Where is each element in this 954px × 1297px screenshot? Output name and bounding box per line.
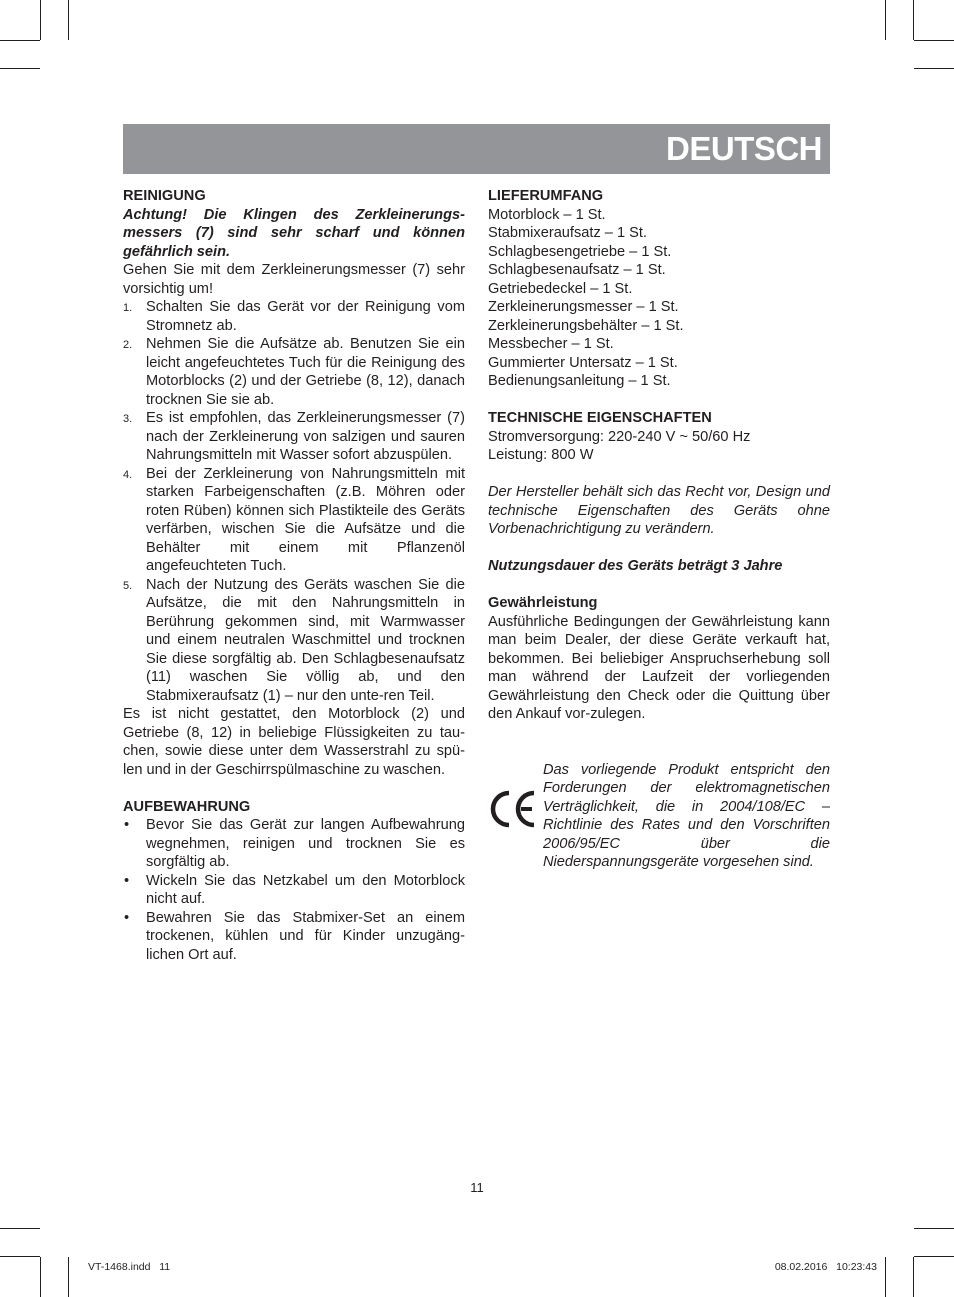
crop-mark	[40, 1257, 41, 1297]
crop-mark	[914, 1228, 954, 1229]
contents-item: Getriebedeckel – 1 St.	[488, 280, 633, 297]
page-number: 11	[470, 1180, 484, 1195]
gewaehrleistung-heading: Gewährleistung	[488, 595, 598, 611]
crop-mark	[0, 1256, 40, 1257]
storage-item-text: Wickeln Sie das Netzkabel um den Motorblock nicht auf.	[146, 872, 465, 907]
crop-mark	[914, 40, 954, 41]
blade-warning: Achtung! Die Klingen des Zerkleinerungs-messers (7) sind sehr scharf und können gefährlich sein.	[123, 206, 465, 260]
right-column	[488, 187, 830, 872]
lieferumfang-heading: LIEFERUMFANG	[488, 188, 604, 204]
step-text: Nehmen Sie die Aufsätze ab. Benutzen Sie ein leicht angefeuchtetes Tuch für die Reinigung des Motorblocks (2) und der Getriebe (8, 12), danach trocknen Sie sie ab.	[146, 336, 465, 408]
contents-item: Schlagbesengetriebe – 1 St.	[488, 243, 672, 260]
step-number: 4.	[123, 468, 133, 481]
reinigung-outro: Es ist nicht gestattet, den Motorblock (2) und Getriebe (8, 12) in beliebige Flüssigkeiten zu tau-chen, sowie diese unter dem Wasserstrahl zu spü-len und in der Geschirrspülmaschine zu waschen.	[123, 706, 465, 778]
ce-conformity-block	[488, 761, 830, 872]
contents-item: Messbecher – 1 St.	[488, 336, 614, 352]
cleaning-steps-list	[123, 298, 465, 705]
device-lifetime: Nutzungsdauer des Geräts beträgt 3 Jahre	[488, 558, 783, 574]
ce-mark-icon	[488, 789, 538, 829]
contents-item: Zerkleinerungsbehälter – 1 St.	[488, 317, 684, 334]
crop-mark	[914, 1256, 954, 1257]
language-title: DEUTSCH	[665, 130, 822, 167]
crop-mark	[913, 0, 914, 40]
storage-item	[123, 909, 465, 965]
crop-mark	[914, 68, 954, 69]
contents-item: Motorblock – 1 St.	[488, 206, 606, 223]
manufacturer-disclaimer: Der Hersteller behält sich das Recht vor, Design und technische Eigenschaften des Geräts ohne Vorbenachrichtigung zu verändern.	[488, 484, 830, 537]
print-timestamp: 08.02.2016 10:23:43	[774, 1261, 877, 1273]
technische-heading: TECHNISCHE EIGENSCHAFTEN	[488, 410, 712, 426]
step-number: 1.	[123, 302, 133, 314]
bullet-icon: •	[124, 817, 130, 833]
contents-item: Schlagbesenaufsatz – 1 St.	[488, 262, 666, 278]
storage-item-text: Bewahren Sie das Stabmixer-Set an einem trockenen, kühlen und für Kinder unzugäng-lichen Ort auf.	[146, 909, 465, 963]
contents-item: Zerkleinerungsmesser – 1 St.	[488, 299, 679, 315]
storage-item-text: Bevor Sie das Gerät zur langen Aufbewahrung wegnehmen, reinigen und trocknen Sie es sorgfältig ab.	[146, 817, 465, 870]
cleaning-step	[123, 576, 465, 706]
bullet-icon: •	[124, 872, 130, 889]
crop-mark	[0, 68, 40, 69]
step-text: Bei der Zerkleinerung von Nahrungsmitteln mit starken Farbeigenschaften (z.B. Möhren oder roten Rüben) können sich Plastikteile des Geräts verfärben, wischen Sie die Aufsätze und die Behälter mit einem mit Pflanzenöl angefeuchteten Tuch.	[146, 465, 465, 574]
cleaning-step	[123, 298, 465, 335]
cleaning-step	[123, 409, 465, 465]
crop-mark	[68, 1257, 69, 1297]
aufbewahrung-heading: AUFBEWAHRUNG	[123, 798, 251, 815]
crop-mark	[0, 1228, 40, 1229]
storage-item	[123, 872, 465, 909]
power-spec: Leistung: 800 W	[488, 447, 594, 463]
power-supply-spec: Stromversorgung: 220-240 V ~ 50/60 Hz	[488, 428, 751, 445]
crop-mark	[68, 0, 69, 40]
contents-item: Gummierter Untersatz – 1 St.	[488, 354, 678, 371]
step-number: 2.	[123, 339, 133, 351]
crop-mark	[885, 0, 886, 40]
crop-mark	[885, 1257, 886, 1297]
contents-item: Bedienungsanleitung – 1 St.	[488, 373, 671, 389]
step-text: Schalten Sie das Gerät vor der Reinigung vom Stromnetz ab.	[146, 299, 465, 334]
reinigung-heading: REINIGUNG	[123, 188, 206, 204]
contents-item: Stabmixeraufsatz – 1 St.	[488, 225, 647, 241]
ce-conformity-text: Das vorliegende Produkt entspricht den Forderungen der elektromagnetischen Verträglichkeit, die in 2004/108/EC – Richtlinie des Rates und den Vorschriften 2006/95/EC über die Niederspannungsgeräte vorgesehen sind.	[543, 761, 830, 870]
cleaning-step	[123, 335, 465, 409]
crop-mark	[913, 1257, 914, 1297]
step-text: Nach der Nutzung des Geräts waschen Sie die Aufsätze, die mit den Nahrungsmitteln in Berührung gekommen sind, mit Warmwasser und einem neutralen Waschmittel und trocknen Sie diese sorgfältig ab. Den Schlagbesenaufsatz (11) waschen Sie völlig ab, und den Stabmixeraufsatz (1) – nur den unte-ren Teil.	[146, 576, 465, 704]
storage-item	[123, 816, 465, 872]
step-number: 3.	[123, 413, 133, 425]
reinigung-intro: Gehen Sie mit dem Zerkleinerungsmesser (7) sehr vorsichtig um!	[123, 262, 465, 297]
crop-mark	[0, 40, 40, 41]
gewaehrleistung-text: Ausführliche Bedingungen der Gewährleistung kann man beim Dealer, der diese Geräte verkauft hat, bekommen. Bei beliebiger Anspruchserhebung soll man während der Laufzeit der vorliegenden Gewährleistung den Check oder die Quittung über den Ankauf vor-zulegen.	[488, 613, 830, 722]
step-text: Es ist empfohlen, das Zerkleinerungsmesser (7) nach der Zerkleinerung von salzigen und sauren Nahrungsmitteln mit Wasser sofort abzuspülen.	[146, 410, 465, 463]
cleaning-step	[123, 465, 465, 576]
crop-mark	[40, 0, 41, 40]
bullet-icon: •	[124, 909, 130, 926]
file-slug: VT-1468.indd 11	[88, 1261, 171, 1273]
language-header-bar	[123, 124, 830, 174]
step-number: 5.	[123, 579, 133, 592]
contents-list	[488, 206, 830, 391]
storage-list	[123, 816, 465, 964]
left-column	[123, 187, 465, 964]
